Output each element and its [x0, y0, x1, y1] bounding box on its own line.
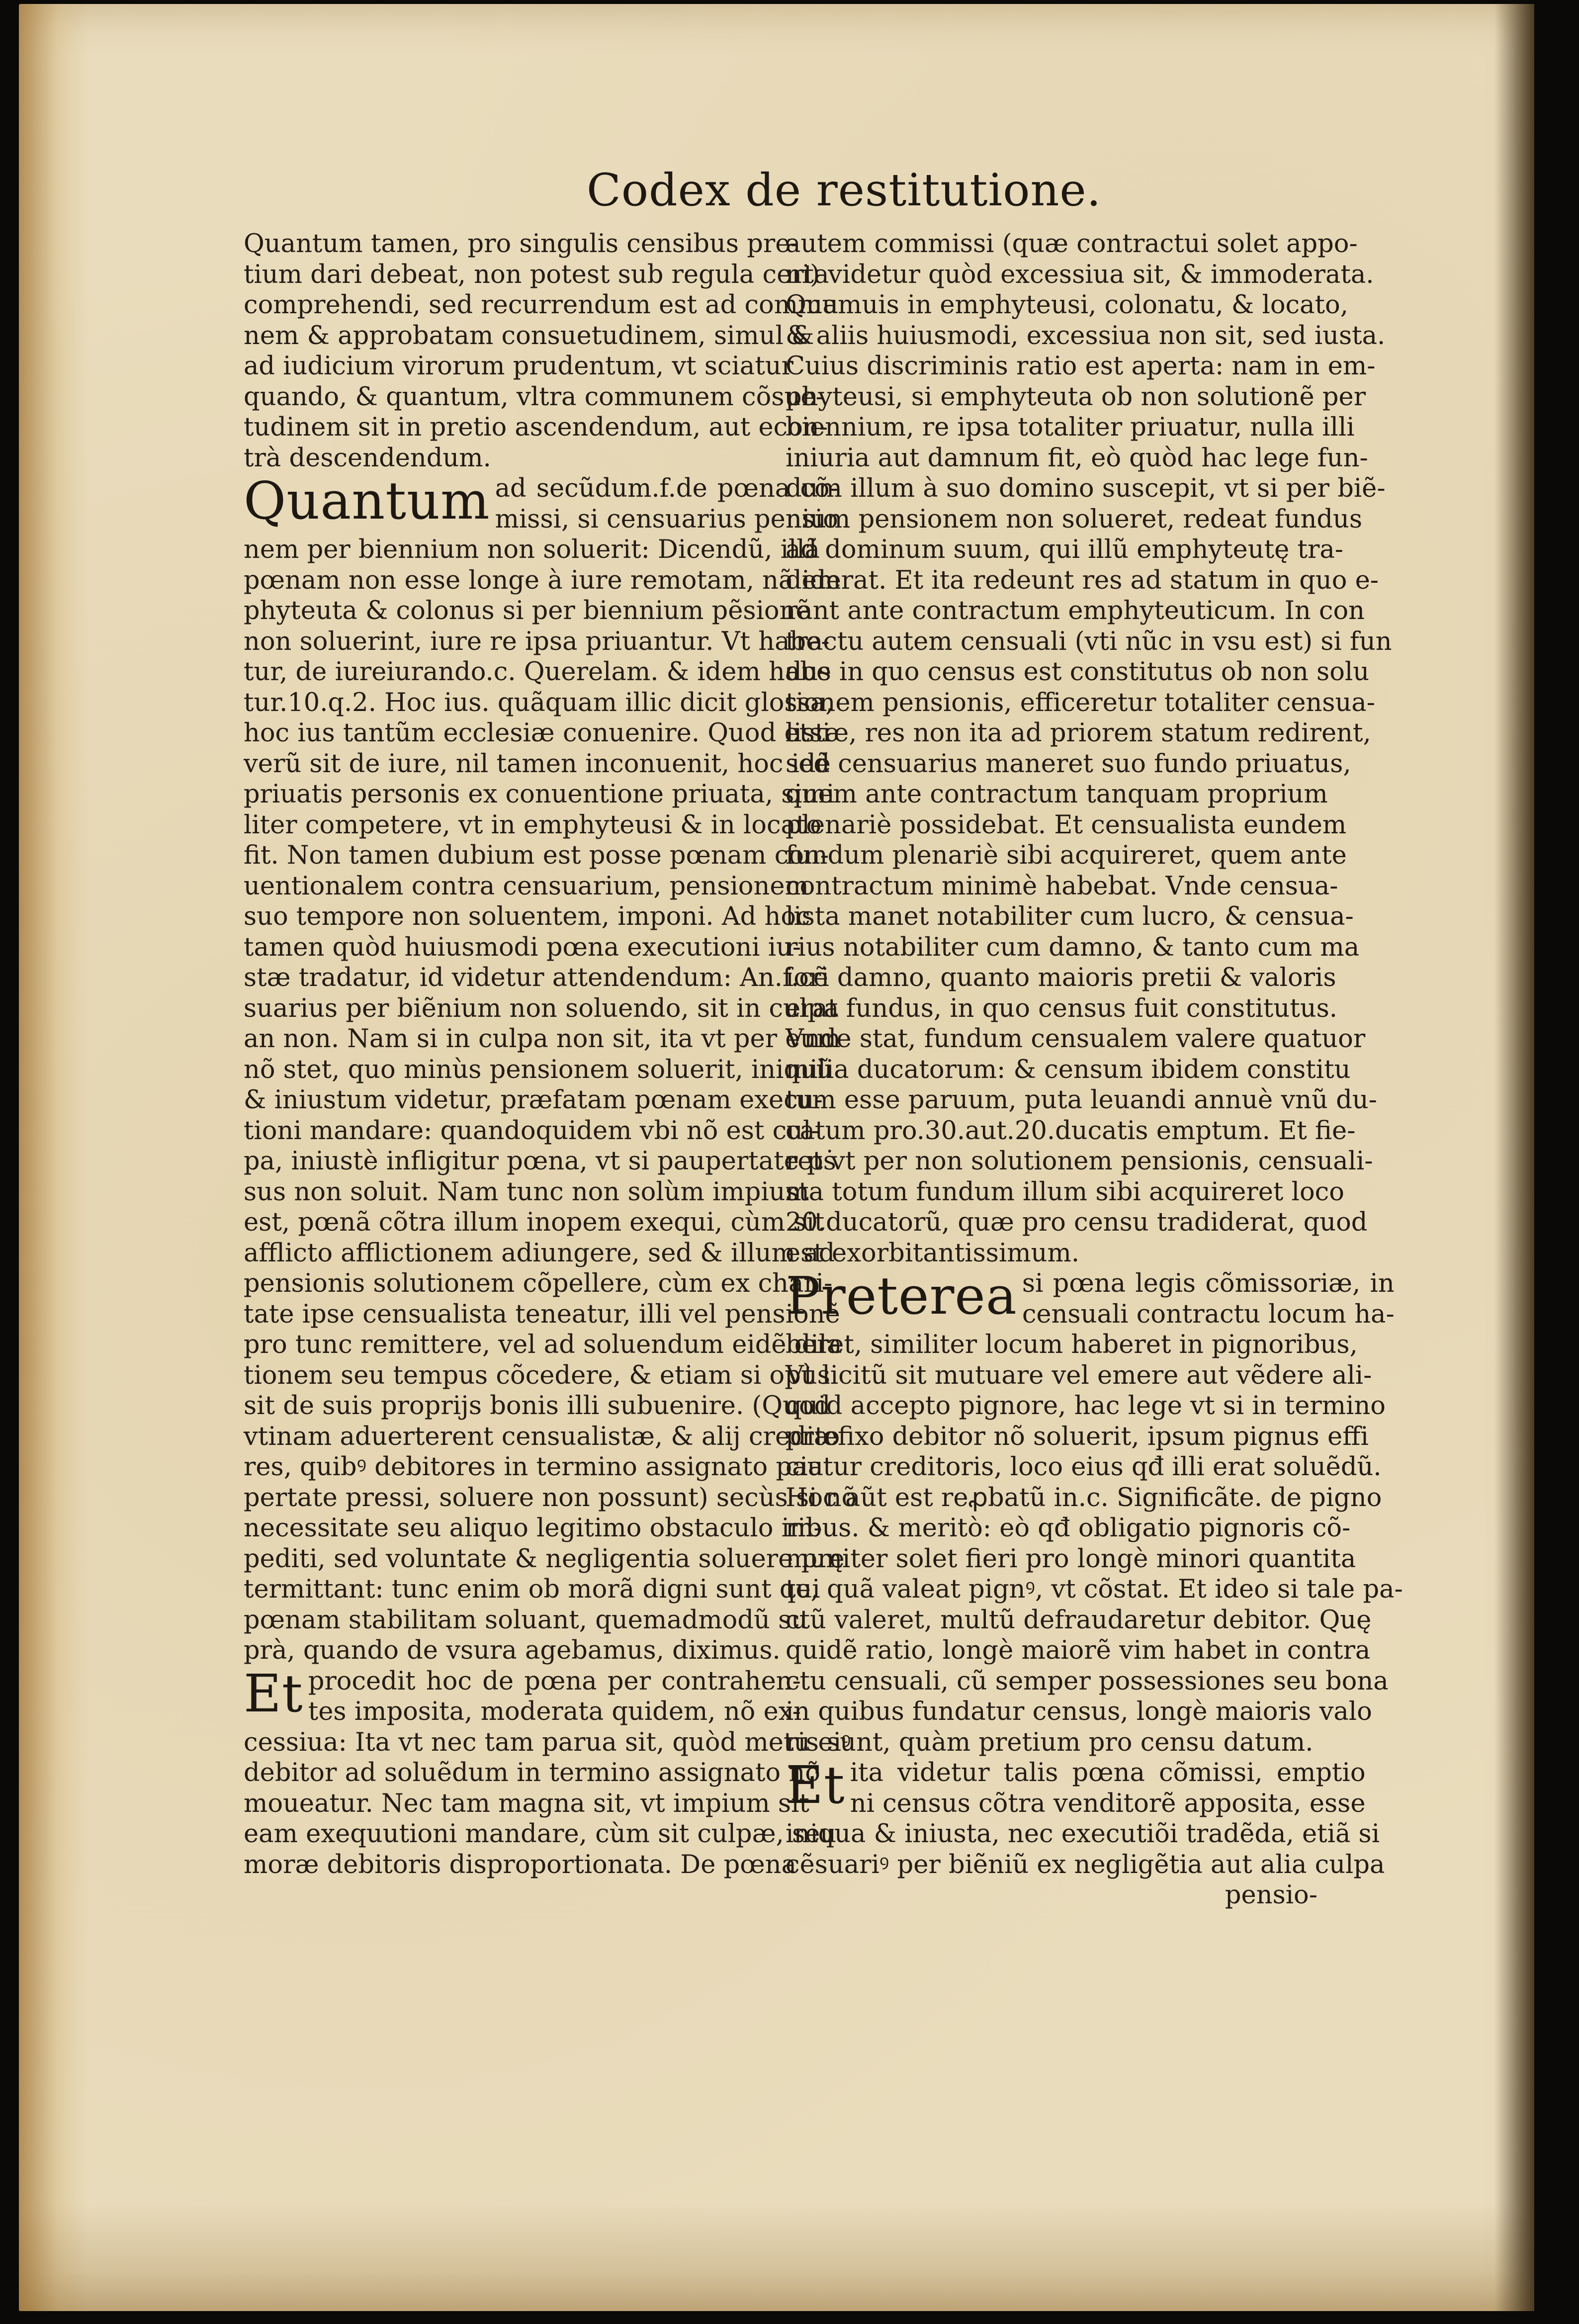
text-line: erat fundus, in quo census fuit constitutus. [786, 993, 1337, 1023]
text-line: listæ, res non ita ad priorem statum redirent, [786, 718, 1371, 748]
text-line: in quibus fundatur census, longè maioris valo [786, 1697, 1372, 1726]
text-line: iniqua & iniusta, nec executiõi tradẽda, etiã si [786, 1819, 1380, 1849]
text-line: ris sunt, quàm pretium pro censu datum. [786, 1727, 1314, 1757]
text-line: præfixo debitor nõ soluerit, ipsum pignus effi [786, 1422, 1369, 1451]
text-line: Quantum tamen, pro singulis censibus pre- [244, 229, 799, 259]
text-line: nem per biennium non soluerit: Dicendũ, illã [244, 535, 820, 564]
text-line: suo tempore non soluentem, imponi. Ad hoc [244, 902, 810, 931]
text-line: rant ante contractum emphyteuticum. In con [786, 596, 1365, 626]
text-line: tractu autem censuali (vti nũc in vsu est) si fun [786, 626, 1392, 656]
text-line: tur.10.q.2. Hoc ius. quãquam illic dicit glossa, [244, 688, 834, 717]
text-line: dus in quo census est constitutus ob non solu [786, 657, 1370, 687]
left-column [244, 229, 857, 1880]
text-line: catum pro.30.aut.20.ducatis emptum. Et fie- [786, 1116, 1356, 1146]
text-line: hoc ius tantũm ecclesiæ conuenire. Quod etsi [244, 718, 831, 748]
text-line: Vnde stat, fundum censualem valere quatuor [786, 1024, 1366, 1054]
text-line: priuatis personis ex conuentione priuata, simi [244, 780, 835, 809]
text-line: ad dominum suum, qui illũ emphyteutę tra- [786, 535, 1343, 564]
text-line: sus non soluit. Nam tunc non solùm impium [244, 1177, 809, 1207]
text-line: prà, quando de vsura agebamus, diximus. [244, 1636, 781, 1665]
text-line: & iniustum videtur, præfatam pœnam execu- [244, 1085, 823, 1115]
text-line: Vt licitũ sit mutuare vel emere aut vẽdere ali- [786, 1360, 1372, 1390]
text-line: quando, & quantum, vltra communem cõsue- [244, 382, 824, 412]
text-line: Cuius discriminis ratio est aperta: nam in em- [786, 352, 1376, 381]
text-line: ad iudicium virorum prudentum, vt sciatur [244, 352, 794, 381]
text-line: lista manet notabiliter cum lucro, & censua- [786, 902, 1354, 931]
text-line: verũ sit de iure, nil tamen inconuenit, hoc idẽ [244, 749, 831, 779]
text-line: phyteusi, si emphyteuta ob non solutionẽ per [786, 382, 1366, 412]
text-line: iniuria aut damnum fit, eò quòd hac lege fun- [786, 443, 1368, 473]
text-line: eam exequutioni mandare, cùm sit culpæ, seu [244, 1819, 837, 1849]
text-line: tionem seu tempus cõcedere, & etiam si opùs [244, 1360, 830, 1390]
text-line: fundum plenariè sibi acquireret, quem ante [786, 841, 1347, 870]
text-line: fit. Non tamen dubium est posse pœnam con- [244, 841, 829, 870]
text-line: 20.ducatorũ, quæ pro censu tradiderat, quod [786, 1208, 1368, 1237]
text-line: tium dari debeat, non potest sub regula certa [244, 260, 829, 289]
text-line: pœnam non esse longe à iure remotam, nã em [244, 565, 841, 595]
text-line: debitor ad soluẽdum in termino assignato nõ [244, 1758, 820, 1788]
text-line: sit de suis proprijs bonis illi subuenire. (Quod [244, 1391, 831, 1421]
text-line: ni) videtur quòd excessiua sit, & immoderata. [786, 260, 1374, 289]
text-line: quid accepto pignore, hac lege vt si in termino [786, 1391, 1386, 1421]
text-line: muniter solet fieri pro longè minori quantita [786, 1544, 1356, 1574]
text-line: phyteuta & colonus si per biennium pẽsionẽ [244, 596, 811, 626]
text-line: vtinam aduerterent censualistæ, & alij credito [244, 1422, 840, 1451]
text-line: tur, de iureiurando.c. Querelam. & idem habe [244, 657, 832, 687]
text-line: ctu censuali, cũ semper possessiones seu bona [786, 1666, 1389, 1696]
text-line: Hoc aũt est reꝓbatũ in.c. Significãte. de pigno [786, 1483, 1382, 1513]
text-line: procedit hoc de pœna per contrahen- [308, 1666, 801, 1696]
paragraph-initial-quantum [244, 470, 857, 1666]
text-line: tamen quòd huiusmodi pœna executioni iu- [244, 932, 801, 962]
text-line: pediti, sed voluntate & negligentia soluere prę [244, 1544, 845, 1574]
text-line: cessiua: Ita vt nec tam parua sit, quòd metu eiꝰ [244, 1727, 851, 1757]
text-line: plenariè possidebat. Et censualista eundem [786, 810, 1347, 840]
text-line: tudinem sit in pretio ascendendum, aut econ- [244, 413, 828, 442]
text-line: quem ante contractum tanquam proprium [786, 780, 1328, 809]
text-line: tioni mandare: quandoquidem vbi nõ est cul- [244, 1116, 820, 1146]
text-line: res, quibꝰ debitores in termino assignato pau [244, 1452, 824, 1482]
text-line: ribus. & meritò: eò qđ obligatio pignoris cõ- [786, 1514, 1351, 1543]
text-line: trà descendendum. [244, 443, 491, 473]
text-line: cẽsuariꝰ per biẽniũ ex negligẽtia aut alia culpa [786, 1850, 1385, 1879]
text-line: rius notabiliter cum damno, & tanto cum ma [786, 932, 1360, 962]
text-line: an non. Nam si in culpa non sit, ita vt per eum [244, 1024, 841, 1054]
text-line: pensionis solutionem cõpellere, cùm ex chari- [244, 1269, 833, 1298]
text-line: pœnam stabilitam soluant, quemadmodũ su [244, 1605, 808, 1635]
text-line: biennium, re ipsa totaliter priuatur, nulla illi [786, 413, 1355, 442]
initial-word: Et [786, 1755, 845, 1815]
text-line: ciatur creditoris, loco eius qđ illi erat soluẽdũ. [786, 1452, 1382, 1482]
right-column [786, 229, 1403, 1911]
initial-word: Quantum [244, 470, 490, 531]
text-line: tes imposita, moderata quidem, nõ ex- [308, 1697, 801, 1726]
catchword: pensio- [1225, 1880, 1317, 1910]
running-header: Codex de restitutione. [587, 164, 1102, 216]
text-line: ad secũdum.f.de pœna cõ- [495, 474, 838, 503]
text-line: ita videtur talis pœna cõmissi, emptio [850, 1758, 1366, 1788]
binding-gutter [1494, 4, 1534, 2311]
text-line: termittant: tunc enim ob morã digni sunt qui [244, 1575, 820, 1604]
paragraph-initial-preterea [786, 1265, 1403, 1758]
text-line: pro tunc remittere, vel ad soluendum eidẽ dila [244, 1330, 842, 1359]
text-line: dum illum à suo domino suscepit, vt si per biẽ- [786, 474, 1386, 503]
text-line: beret, similiter locum haberet in pignoribus, [786, 1330, 1358, 1359]
initial-word: Et [244, 1663, 303, 1724]
text-line: comprehendi, sed recurrendum est ad commu [244, 290, 839, 320]
text-line: tum esse paruum, puta leuandi annuè vnũ du- [786, 1085, 1377, 1115]
text-line: nem & approbatam consuetudinem, simul & [244, 321, 814, 351]
text-line: autem commissi (quæ contractui solet appo- [786, 229, 1358, 259]
text-line: diderat. Et ita redeunt res ad statum in quo e- [786, 565, 1379, 595]
text-line: censuali contractu locum ha- [1022, 1299, 1395, 1329]
text-line: suarius per biẽnium non soluendo, sit in culpa [244, 993, 839, 1023]
text-line: afflicto afflictionem adiungere, sed & illum ad [244, 1238, 835, 1268]
water-stain [19, 4, 88, 2311]
text-line: contractum minimè habebat. Vnde censua- [786, 871, 1338, 901]
text-line: necessitate seu aliquo legitimo obstaculo im- [244, 1514, 822, 1543]
text-line: non soluerint, iure re ipsa priuantur. Vt habe- [244, 626, 830, 656]
text-line: ni census cõtra venditorẽ apposita, esse [850, 1788, 1366, 1818]
text-line: sed censuarius maneret suo fundo priuatus, [786, 749, 1351, 779]
paragraph-initial-et [244, 1663, 851, 1880]
paragraph [244, 229, 839, 473]
paragraph-initial-et [786, 1755, 1385, 1880]
text-line: est, pœnã cõtra illum inopem exequi, cùm sit [244, 1208, 825, 1237]
text-line: missi, si censuarius pensio [495, 504, 838, 534]
text-line: liter competere, vt in emphyteusi & in locato [244, 810, 822, 840]
text-line: ctũ valeret, multũ defraudaretur debitor. Quę [786, 1605, 1372, 1635]
text-line: moueatur. Nec tam magna sit, vt impium sit [244, 1788, 809, 1818]
paragraph [786, 229, 1392, 1268]
text-line: est exorbitantissimum. [786, 1238, 1080, 1268]
text-line: quidẽ ratio, longè maiorẽ vim habet in contra [786, 1636, 1371, 1665]
text-line: uentionalem contra censuarium, pensionem [244, 871, 809, 901]
text-line: tate ipse censualista teneatur, illi vel pensionẽ [244, 1299, 840, 1329]
text-line: Quamuis in emphyteusi, colonatu, & locato, [786, 290, 1348, 320]
text-line: & aliis huiusmodi, excessiua non sit, sed iusta. [786, 321, 1386, 351]
text-line: pertate pressi, soluere non possunt) secùs si nõ [244, 1483, 857, 1513]
text-line: nium pensionem non solueret, redeat fundus [786, 504, 1363, 534]
text-line: moræ debitoris disproportionata. De pœna [244, 1850, 796, 1879]
text-line: pa, iniustè infligitur pœna, vt si paupertate pṡ [244, 1147, 836, 1176]
text-line: sta totum fundum illum sibi acquireret loco [786, 1177, 1344, 1207]
text-line: si pœna legis cõmissoriæ, in [1022, 1269, 1395, 1298]
foxing-stain [19, 2202, 1534, 2311]
text-line: ret vt per non solutionem pensionis, censuali- [786, 1147, 1373, 1176]
text-line: iori damno, quanto maioris pretii & valoris [786, 963, 1336, 992]
text-line: tionem pensionis, efficeretur totaliter censua- [786, 688, 1375, 717]
text-line: milia ducatorum: & censum ibidem constitu [786, 1055, 1351, 1084]
text-line: stæ tradatur, id videtur attendendum: An.f.cẽ [244, 963, 828, 992]
text-line: nõ stet, quo minùs pensionem soluerit, iniquũ [244, 1055, 833, 1084]
initial-word: Preterea [786, 1265, 1017, 1326]
text-line: te, quã valeat pignꝰ, vt cõstat. Et ideo si tale pa- [786, 1575, 1403, 1604]
